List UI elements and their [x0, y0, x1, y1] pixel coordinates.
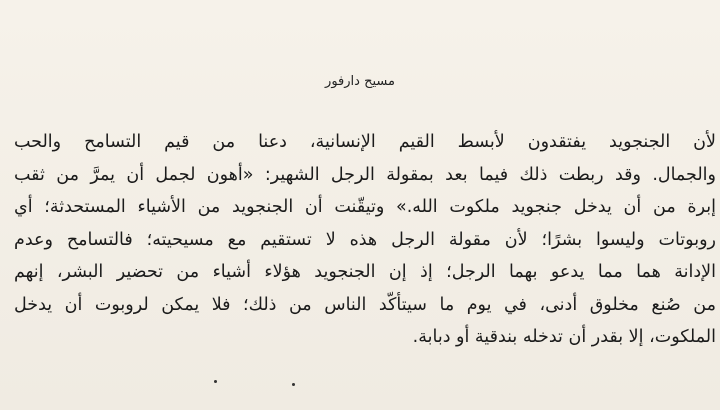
text-line-1: لأن الجنجويد يفتقدون لأبسط القيم الإنسانية، دعنا من قيم التسامح والحب — [14, 132, 716, 152]
text-line-2: والجمال. وقد ربطت ذلك فيما بعد بمقولة الرجل الشهير: «أهون لجمل أن يمرَّ من ثقب — [14, 164, 716, 185]
body-paragraph — [14, 126, 716, 354]
text-line-5: الإدانة هما مما يدعو بهما الرجل؛ إذ إن الجنجويد هؤلاء أشياء من تحضير البشر، إنهم — [14, 262, 716, 282]
ink-speck — [214, 380, 217, 383]
text-line-7: الملكوت، إلا بقدر أن تدخله بندقية أو دبابة. — [412, 327, 716, 347]
text-line-6: من صُنع مخلوق أدنى، في يوم ما سيتأكّد الناس من ذلك؛ فلا يمكن لروبوت أن يدخل — [14, 294, 716, 315]
running-header-title: مسيح دارفور — [325, 74, 395, 89]
ink-speck — [292, 383, 295, 386]
text-line-3: إبرة من أن يدخل جنجويد ملكوت الله.» وتيقّنت أن الجنجويد من الأشياء المستحدثة؛ أي — [14, 197, 716, 217]
text-line-4: روبوتات وليسوا بشرًا؛ لأن مقولة الرجل هذه لا تستقيم مع مسيحيته؛ فالتسامح وعدم — [14, 229, 716, 250]
